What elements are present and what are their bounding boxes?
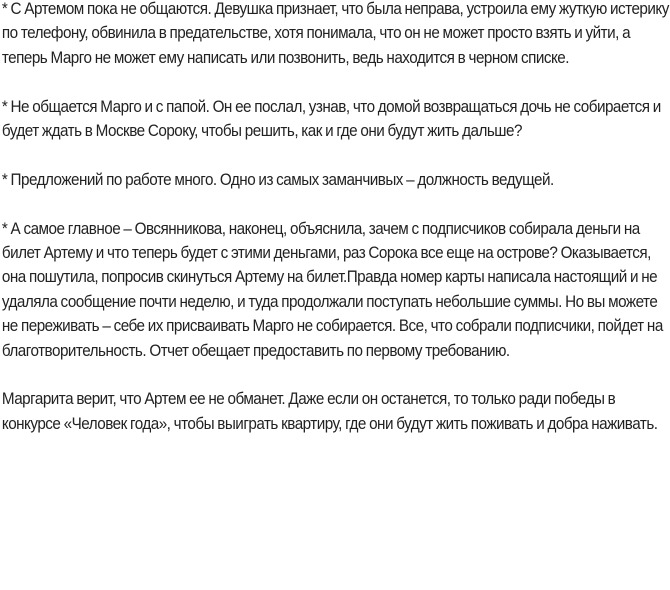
paragraph-conclusion: Маргарита верит, что Артем ее не обманет. Даже если он останется, то только ради победы в конкурсе «Человек года», чтобы выиграть квартиру, где они будут жить поживать и добра наживать. bbox=[1, 390, 658, 433]
paragraph-money: * А самое главное – Овсянникова, наконец, объяснила, зачем с подписчиков собирала деньги на билет Артему и что теперь будет с этими деньгами, раз Сорока все еще на острове? Оказывается, она пошутила, попросив скинуться Артему на билет.Правда номер карты написала настоящий и не удаляла сообщение почти неделю, и туда продолжали поступать небольшие суммы. Но вы можете не переживать – себе их присваивать Марго не собирается. Все, что собрали подписчики, пойдет на благотворительность. Отчет обещает предоставить по первому требованию. bbox=[1, 219, 663, 360]
paragraph-father: * Не общается Марго и с папой. Он ее послал, узнав, что домой возвращаться дочь не собирается и будет ждать в Москве Сороку, чтобы решить, как и где они будут жить дальше? bbox=[1, 97, 661, 141]
paragraph-artem: * С Артемом пока не общаются. Девушка признает, что была неправа, устроила ему жуткую истерику по телефону, обвинила в предательстве, хотя понимала, что он не может просто взять и уйти, а теперь Марго не может ему написать или позвонить, ведь находится в черном списке. bbox=[1, 0, 669, 67]
paragraph-job-offers: * Предложений по работе много. Одно из самых заманчивых – должность ведущей. bbox=[1, 170, 554, 189]
